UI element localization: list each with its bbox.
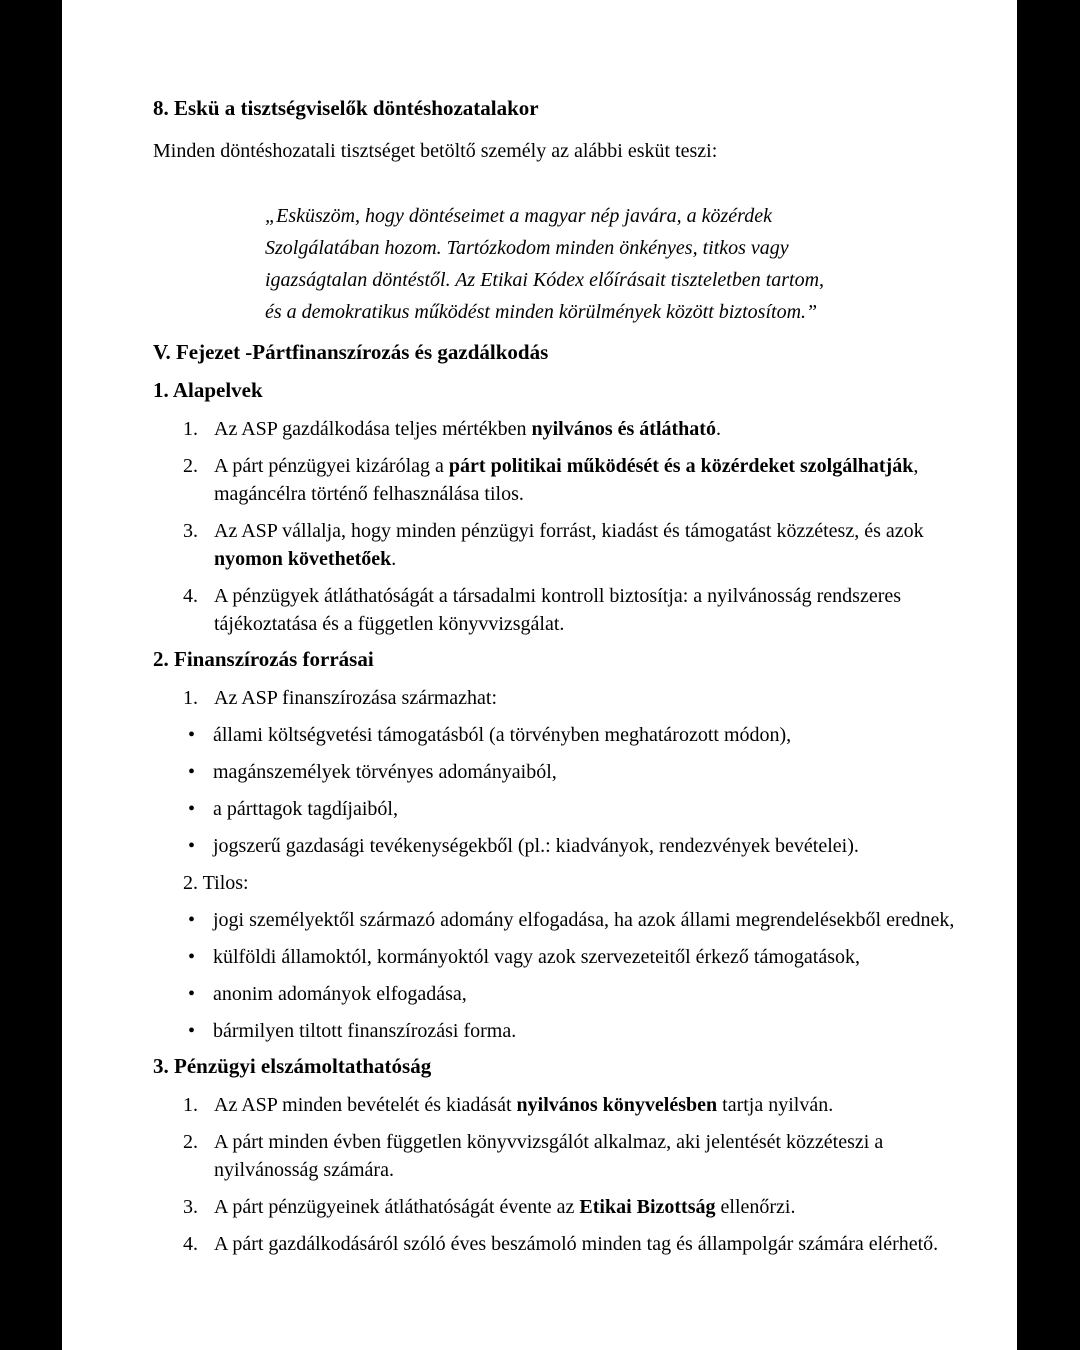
text-segment: ellenőrzi. [715,1196,796,1218]
right-black-bar [1017,0,1080,1350]
text-segment: Az ASP vállalja, hogy minden pénzügyi forrást, kiadást és támogatást közzétesz, és azok [214,520,924,542]
bullet-item-text: magánszemélyek törvényes adományaiból, [213,761,557,783]
oath-quote-line: igazságtalan döntéstől. Az Etikai Kódex előírásait tiszteletben tartom, [265,269,825,291]
bullet-marker: • [188,761,196,783]
numbered-list-item [183,452,957,508]
text-segment: A párt pénzügyei kizárólag a [214,455,449,477]
bullet-list-item [188,758,957,786]
text-segment: , magáncélra történő felhasználása tilos. [214,455,919,505]
oath-quote-block [265,200,957,328]
bullet-item-text: jogi személyektől származó adomány elfogadása, ha azok állami megrendelésekből erednek, [213,909,955,931]
list-item-text [214,517,957,573]
prohibited-label: 2. Tilos: [183,872,249,894]
bold-segment: párt politikai működését és a közérdeket szolgálhatják [448,455,914,477]
list-item-number: 3. [183,520,198,542]
bullet-marker: • [188,835,196,857]
numbered-list-item [183,1128,957,1184]
section-heading-elszamoltathatosag: 3. Pénzügyi elszámoltathatóság [153,1054,432,1078]
document-page [62,0,1017,1350]
list-item-number: 1. [183,1094,198,1116]
numbered-list-item [183,1193,957,1221]
bold-segment: nyilvános könyvelésben [516,1094,718,1116]
bullet-item-text: külföldi államoktól, kormányoktól vagy azok szervezeteitől érkező támogatások, [213,946,861,968]
bold-segment: Etikai Bizottság [579,1196,716,1218]
bullet-marker: • [188,909,196,931]
prohibited-bullet-list [153,906,957,1045]
text-segment: A párt gazdálkodásáról szóló éves beszámoló minden tag és állampolgár számára elérhető. [214,1233,939,1255]
list-item-text [214,1230,957,1258]
bullet-list-item [188,980,957,1008]
section-heading-alapelvek: 1. Alapelvek [153,378,263,402]
text-segment: Az ASP gazdálkodása teljes mértékben [214,418,532,440]
oath-quote-line: és a demokratikus működést minden körülmények között biztosítom.” [265,301,818,323]
oath-intro-paragraph: Minden döntéshozatali tisztséget betöltő személy az alábbi esküt teszi: [153,140,718,162]
numbered-list-item [183,582,957,638]
bullet-list-item [188,832,957,860]
bullet-item-text: állami költségvetési támogatásból (a törvényben meghatározott módon), [213,724,792,746]
bullet-item-text: jogszerű gazdasági tevékenységekből (pl.: kiadványok, rendezvények bevételei). [213,835,859,857]
text-segment: . [391,548,397,570]
numbered-list-item [183,684,957,712]
text-segment: A pénzügyek átláthatóságát a társadalmi kontroll biztosítja: a nyilvánosság rendszeres tájékoztatása és a független könyvvizsgálat. [214,585,902,635]
bullet-marker: • [188,946,196,968]
bullet-list-item [188,906,957,934]
numbered-list-item [183,517,957,573]
bullet-marker: • [188,983,196,1005]
left-black-bar [0,0,62,1350]
text-segment: A párt pénzügyeinek átláthatóságát évente az [214,1196,580,1218]
bold-segment: nyomon követhetőek [214,548,392,570]
list-item-text [214,452,957,508]
oath-section-heading: 8. Eskü a tisztségviselők döntéshozatalakor [153,96,539,120]
list-item-text: Az ASP finanszírozása származhat: [214,687,498,709]
funding-sources-bullet-list [153,721,957,860]
text-segment: Az ASP minden bevételét és kiadását [214,1094,517,1116]
bullet-marker: • [188,798,196,820]
list-item-number: 4. [183,585,198,607]
list-item-text [214,1193,957,1221]
bullet-list-item [188,795,957,823]
list-item-number: 2. [183,1131,198,1153]
bullet-item-text: a párttagok tagdíjaiból, [213,798,398,820]
list-item-text [214,582,957,638]
chapter-heading: V. Fejezet -Pártfinanszírozás és gazdálkodás [153,340,549,364]
list-item-number: 4. [183,1233,198,1255]
alapelvek-numbered-list [153,415,957,638]
oath-quote-line: „Esküszöm, hogy döntéseimet a magyar nép javára, a közérdek [265,205,772,227]
list-item-number: 3. [183,1196,198,1218]
text-segment: . [715,418,721,440]
list-item-text [214,1091,957,1119]
accountability-numbered-list [153,1091,957,1258]
bullet-item-text: bármilyen tiltott finanszírozási forma. [213,1020,517,1042]
bullet-item-text: anonim adományok elfogadása, [213,983,467,1005]
oath-quote-line: Szolgálatában hozom. Tartózkodom minden önkényes, titkos vagy [265,237,789,259]
numbered-list-item [183,415,957,443]
list-item-number: 1. [183,418,198,440]
list-item-text [214,1128,957,1184]
bullet-list-item [188,1017,957,1045]
list-item-number: 1. [183,687,198,709]
text-segment: A párt minden évben független könyvvizsgálót alkalmaz, aki jelentését közzéteszi a nyilvánosság számára. [214,1131,884,1181]
bullet-marker: • [188,724,196,746]
text-segment: tartja nyilván. [717,1094,834,1116]
section-heading-finanszirozas: 2. Finanszírozás forrásai [153,647,374,671]
bold-segment: nyilvános és átlátható [531,418,716,440]
document-content [62,0,1017,1258]
numbered-list-item [183,1091,957,1119]
numbered-list-item [183,1230,957,1258]
list-item-text [214,415,957,443]
bullet-marker: • [188,1020,196,1042]
bullet-list-item [188,943,957,971]
list-item-number: 2. [183,455,198,477]
bullet-list-item [188,721,957,749]
